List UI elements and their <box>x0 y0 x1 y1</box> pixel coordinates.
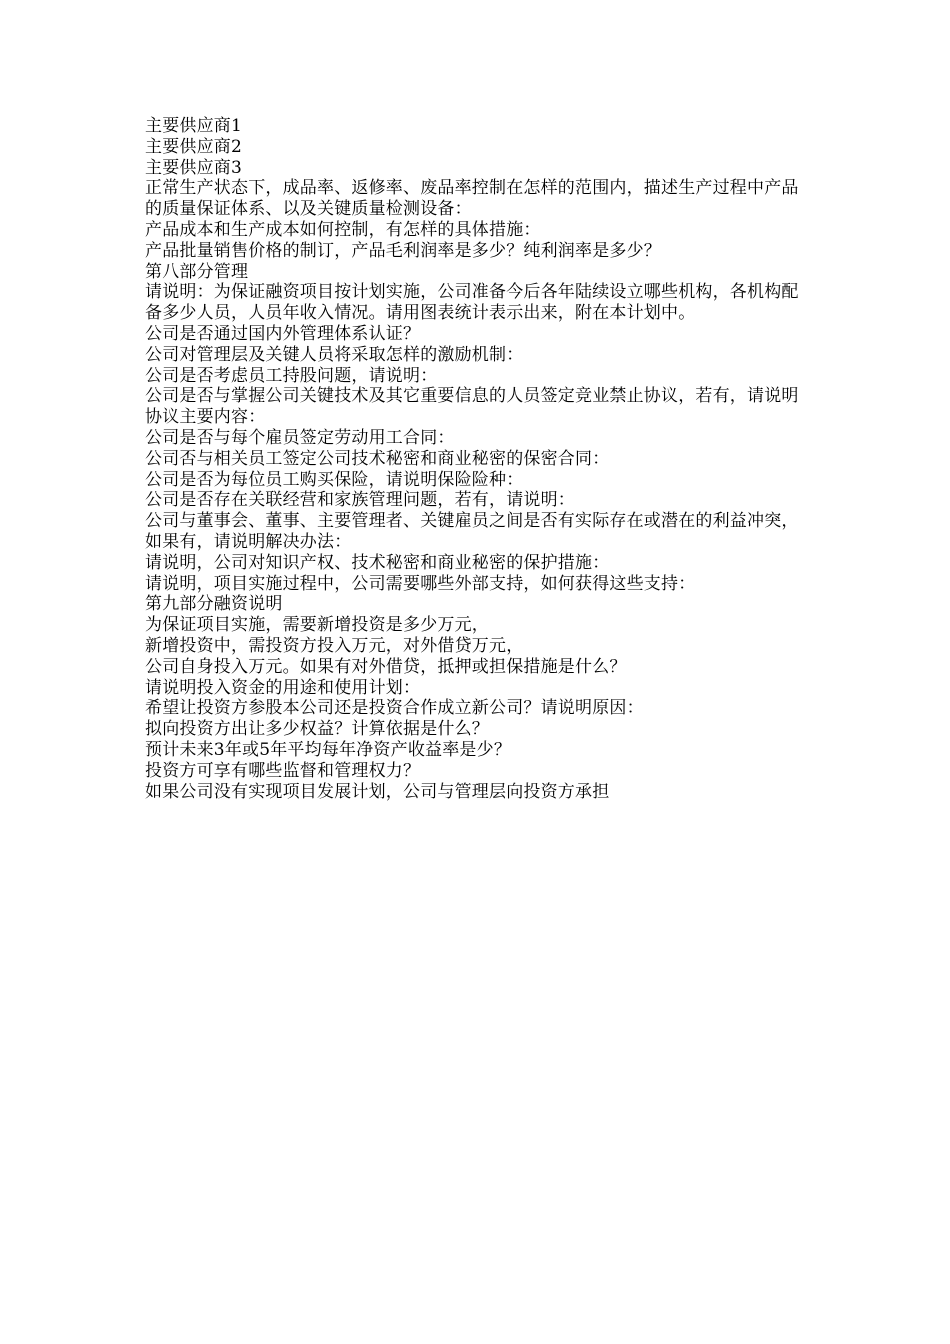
paragraph-related-party: 公司是否存在关联经营和家族管理问题，若有，请说明： <box>145 490 575 511</box>
section-heading-financing: 第九部分融资说明 <box>145 594 283 615</box>
paragraph-ip-protection: 请说明，公司对知识产权、技术秘密和商业秘密的保护措施： <box>145 552 610 573</box>
paragraph-conflict-of-interest: 公司与董事会、董事、主要管理者、关键雇员之间是否有实际存在或潜在的利益冲突，如果有，请说明解决办法： <box>145 511 799 552</box>
paragraph-pricing: 产品批量销售价格的制订，产品毛利润率是多少？纯利润率是多少？ <box>145 240 661 261</box>
paragraph-quality-control: 正常生产状态下，成品率、返修率、废品率控制在怎样的范围内，描述生产过程中产品的质量保证体系、以及关键质量检测设备： <box>145 178 799 220</box>
paragraph-labor-contract: 公司是否与每个雇员签定劳动用工合同： <box>145 427 455 448</box>
paragraph-investment-form: 希望让投资方参股本公司还是投资合作成立新公司？请说明原因： <box>145 698 644 719</box>
paragraph-new-investment: 为保证项目实施，需要新增投资是多少万元， <box>145 615 489 636</box>
paragraph-supplier-3: 主要供应商3 <box>145 157 243 178</box>
paragraph-investor-rights: 投资方可享有哪些监督和管理权力？ <box>145 760 421 781</box>
paragraph-supplier-1: 主要供应商1 <box>145 116 243 136</box>
document-body <box>145 116 815 802</box>
paragraph-confidentiality: 公司否与相关员工签定公司技术秘密和商业秘密的保密合同： <box>145 448 610 469</box>
paragraph-fund-usage: 请说明投入资金的用途和使用计划： <box>145 677 421 698</box>
paragraph-cost-control: 产品成本和生产成本如何控制，有怎样的具体措施： <box>145 219 541 240</box>
paragraph-supplier-2: 主要供应商2 <box>145 136 243 157</box>
paragraph-equity-transfer: 拟向投资方出让多少权益？计算依据是什么？ <box>145 719 489 740</box>
paragraph-investor-contribution: 新增投资中，需投资方投入万元，对外借贷万元， <box>145 635 524 656</box>
paragraph-external-support: 请说明，项目实施过程中，公司需要哪些外部支持，如何获得这些支持： <box>145 573 696 594</box>
section-heading-management: 第八部分管理 <box>145 261 249 282</box>
paragraph-employee-stock: 公司是否考虑员工持股问题，请说明： <box>145 365 438 386</box>
paragraph-insurance: 公司是否为每位员工购买保险，请说明保险险种： <box>145 469 524 490</box>
paragraph-plan-failure: 如果公司没有实现项目发展计划，公司与管理层向投资方承担 <box>145 781 610 802</box>
paragraph-organization-plan: 请说明：为保证融资项目按计划实施，公司准备今后各年陆续设立哪些机构，各机构配备多少人员，人员年收入情况。请用图表统计表示出来，附在本计划中。 <box>145 282 799 324</box>
paragraph-roe-forecast: 预计未来3年或5年平均每年净资产收益率是少？ <box>145 739 512 760</box>
paragraph-incentive: 公司对管理层及关键人员将采取怎样的激励机制： <box>145 344 524 365</box>
paragraph-self-investment: 公司自身投入万元。如果有对外借贷，抵押或担保措施是什么？ <box>145 656 627 677</box>
paragraph-non-compete: 公司是否与掌握公司关键技术及其它重要信息的人员签定竞业禁止协议，若有，请说明协议主要内容： <box>145 386 799 428</box>
paragraph-certification: 公司是否通过国内外管理体系认证？ <box>145 323 421 344</box>
